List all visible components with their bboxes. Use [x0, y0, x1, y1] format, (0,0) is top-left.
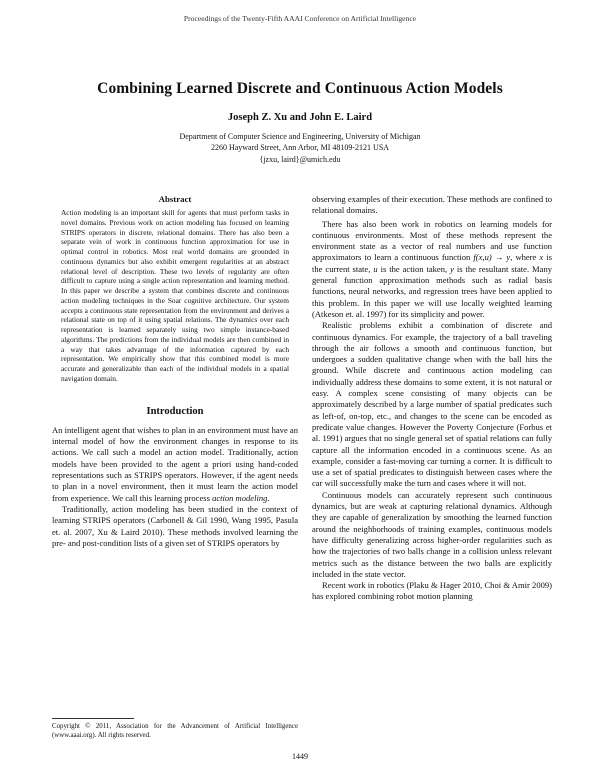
author-list: Joseph Z. Xu and John E. Laird: [227, 112, 373, 123]
right-p1-c: is the current state,: [312, 252, 553, 274]
affiliation-department: Department of Computer Science and Engineering, University of Michigan: [179, 132, 421, 141]
right-p1-e: is the resultant state. Many general function approximation methods such as radial basis functions, neural networks, and regression trees have been applied to this problem. In this paper we will use locally weighted learning (Atkeson et. al. 1997) for its simplicity and power.: [312, 263, 553, 319]
left-column: [52, 194, 298, 549]
affiliation-address: 2260 Hayward Street, Ann Arbor, MI 48109-2121 USA: [210, 143, 390, 153]
intro-p1-end: .: [267, 492, 270, 503]
right-paragraph-1: [312, 219, 552, 321]
intro-paragraph-1: [52, 425, 298, 504]
right-p1-var-x: x: [539, 252, 544, 263]
abstract-heading: Abstract: [158, 194, 192, 204]
affiliation-block: [0, 131, 600, 165]
right-paragraph-2: Realistic problems exhibit a combination of discrete and continuous dynamics. For example, the trajectory of a ball traveling through the air follows a smooth and continuous function, but undergoes a sudden qualitative change when with the ball hits the ground. While discrete and continuous action modeling can individually address these domains to some extent, it is not natural or easy. A complex scene consisting of many objects can be approximately described by a large number of spatial predicates such as left-of, on-top, etc., and changes to the scene can be encoded as predicate value changes. However the Poverty Conjecture (Forbus et al. 1991) argues that no single general set of spatial relations can fully capture all the information encoded in a continuous scene. As an example, consider a fast-moving car turning a corner. It is difficult to use a set of spatial predicates to distinguish between cases where the car will successfully make the turn and cases where it will not.: [312, 320, 552, 489]
intro-p1-italic-term: action modeling: [212, 492, 268, 503]
right-column: [312, 194, 552, 603]
right-p1-a: There has also been work in robotics on learning models for continuous environments. Most of these methods represent the environment state as a vector of real numbers and use function approximators to learn a continuous function: [312, 218, 552, 263]
paper-title: Combining Learned Discrete and Continuous Action Models: [97, 80, 503, 97]
right-p1-b: , where: [510, 252, 540, 263]
right-paragraph-4: Recent work in robotics (Plaku & Hager 2010, Choi & Amir 2009) has explored combining robot motion planning: [312, 580, 552, 602]
running-header: Proceedings of the Twenty-Fifth AAAI Conference on Artificial Intelligence: [183, 14, 417, 23]
copyright-footnote: Copyright © 2011, Association for the Advancement of Artificial Intelligence (www.aaai.org). All rights reserved.: [52, 723, 298, 739]
abstract-text: Action modeling is an important skill for agents that must perform tasks in novel domains. Previous work on action modeling has focused on learning STRIPS operators in discrete, relational domains. There has also been a separate vein of work in continuous function approximation for use in optimal control in robotics. Most real world domains are grounded in continuous dynamics but also exhibit emergent regularities at an abstract relational level of description. These two levels of regularity are often difficult to capture using a single action representation and learning method. In this paper we describe a system that combines discrete and continuous action modeling techniques in the Soar cognitive architecture. Our system accepts a continuous state representation from the environment and derives a relational state on top of it using spatial relations. The dynamics over each representation is learned separately using two simple instance-based algorithms. The predictions from the individual models are then combined in a way that takes advantage of the information captured by each representation. We empirically show that this combined model is more accurate and generalizable than each of the individual models in a spatial navigation domain.: [61, 208, 289, 383]
intro-paragraph-2: Traditionally, action modeling has been studied in the context of learning STRIPS operators (Carbonell & Gil 1990, Wang 1995, Pasula et. al. 2007, Xu & Laird 2010). These methods involved learning the pre- and post-condition lists of a given set of STRIPS operators by: [52, 503, 298, 548]
introduction-heading: Introduction: [146, 405, 204, 417]
right-p1-d: is the action taken,: [377, 263, 451, 274]
right-p1-var-y: y: [450, 263, 454, 274]
page-number: 1449: [292, 752, 308, 761]
affiliation-email: {jzxu, laird}@umich.edu: [259, 154, 341, 164]
right-paragraph-0: observing examples of their execution. These methods are confined to relational domains.: [312, 194, 552, 216]
intro-p1-text: An intelligent agent that wishes to plan in an environment must have an internal model of how the environment changes in response to its actions. We call such a model an action model. Traditionally, action models have been provided to the agent a priori using hand-coded representations such as STRIPS operators. However, if the agent needs to plan in a novel environment, then it must learn the action model from experience. We call this learning process: [52, 424, 298, 503]
right-p1-formula: f(x,u) → y: [473, 252, 511, 263]
right-p1-var-u: u: [373, 263, 378, 274]
right-paragraph-3: Continuous models can accurately represent such continuous dynamics, but are weak at capturing relational dynamics. Although they are capable of generalization by smoothing the learned function around the neighborhoods of training examples, continuous models have difficulty generalizing across higher-order regularities such as how the trajectories of two balls change in a collision unless relevant metrics such as the distance between the two balls are explicitly included in the state vector.: [312, 489, 552, 579]
footnote-divider: [52, 718, 134, 719]
